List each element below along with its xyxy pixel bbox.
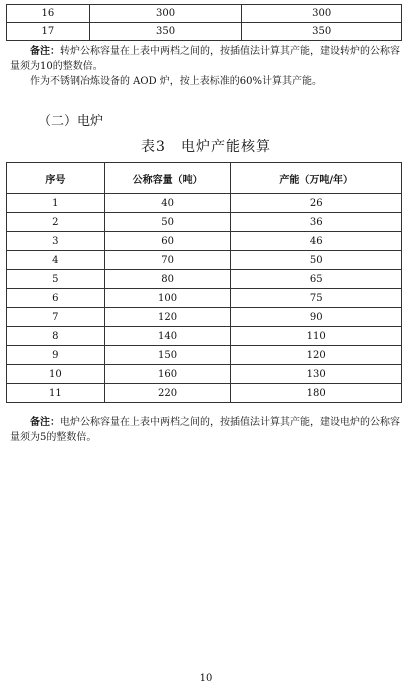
page-number: 10 [199,673,213,684]
note-label: 备注： [30,417,60,428]
table-cell: 17 [7,23,90,41]
table-cell: 60 [104,232,231,251]
table-row [7,308,402,327]
column-header: 公称容量（吨） [104,163,231,194]
furnace-note [10,415,402,445]
table-cell: 300 [242,5,402,23]
table-cell: 80 [104,270,231,289]
table-cell: 26 [231,194,402,213]
table-cell: 50 [104,213,231,232]
table-row [7,232,402,251]
table-cell: 3 [7,232,105,251]
table-caption: 表3 电炉产能核算 [141,139,271,155]
table-row [7,270,402,289]
table-cell: 40 [104,194,231,213]
table-row [7,346,402,365]
table-cell: 10 [7,365,105,384]
table-cell: 9 [7,346,105,365]
table-cell: 75 [231,289,402,308]
table-row [7,5,402,23]
table-cell: 5 [7,270,105,289]
converter-note [10,44,402,89]
table-cell: 46 [231,232,402,251]
table-cell: 160 [104,365,231,384]
table-row [7,213,402,232]
table-row [7,194,402,213]
table-cell: 2 [7,213,105,232]
table-cell: 130 [231,365,402,384]
table-cell: 150 [104,346,231,365]
table-header-row [7,163,402,194]
table-cell: 50 [231,251,402,270]
table-cell: 120 [104,308,231,327]
table-cell: 110 [231,327,402,346]
column-header: 产能（万吨/年） [231,163,402,194]
table-row [7,289,402,308]
note-label: 备注： [30,46,60,57]
table-row [7,384,402,403]
table-cell: 11 [7,384,105,403]
table-cell: 65 [231,270,402,289]
table-row [7,365,402,384]
table-cell: 36 [231,213,402,232]
table-cell: 220 [104,384,231,403]
table-cell: 7 [7,308,105,327]
table-cell: 4 [7,251,105,270]
table-cell: 90 [231,308,402,327]
column-header: 序号 [7,163,105,194]
table-cell: 300 [89,5,242,23]
table-cell: 350 [89,23,242,41]
table-row [7,23,402,41]
table-cell: 140 [104,327,231,346]
table-cell: 180 [231,384,402,403]
note-text: 转炉公称容量在上表中两档之间的，按插值法计算其产能，建设转炉的公称容量须为10的整数倍。 [10,46,400,72]
table-cell: 8 [7,327,105,346]
table-cell: 16 [7,5,90,23]
table-cell: 350 [242,23,402,41]
table-cell: 6 [7,289,105,308]
table-cell: 70 [104,251,231,270]
electric-furnace-table [6,162,402,403]
aod-note: 作为不锈钢冶炼设备的 AOD 炉，按上表标准的60%计算其产能。 [30,76,323,87]
table-cell: 1 [7,194,105,213]
note-text: 电炉公称容量在上表中两档之间的，按插值法计算其产能，建设电炉的公称容量须为5的整数倍。 [10,417,400,443]
table-cell: 120 [231,346,402,365]
table-cell: 100 [104,289,231,308]
table-row [7,251,402,270]
section-heading: （二）电炉 [38,114,104,129]
table-row [7,327,402,346]
converter-table-continued [6,4,402,41]
